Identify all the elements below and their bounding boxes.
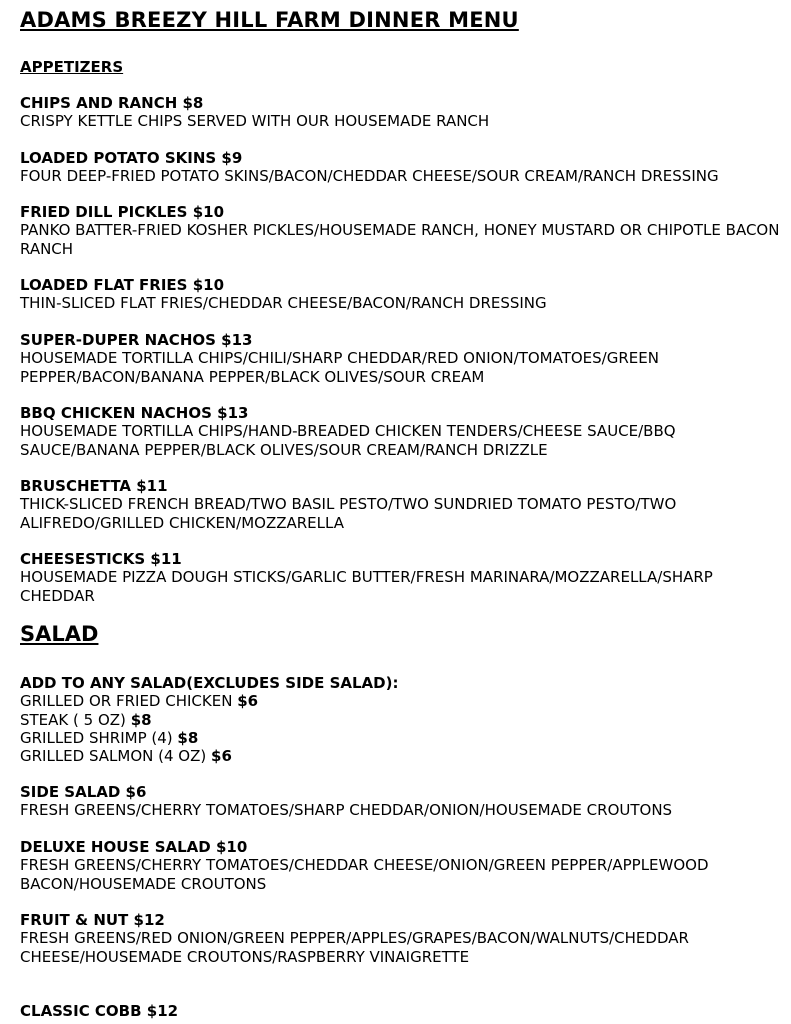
item-description: HOUSEMADE TORTILLA CHIPS/HAND-BREADED CHICKEN TENDERS/CHEESE SAUCE/BBQ SAUCE/BANANA PEPPER/BLACK OLIVES/SOUR CREAM/RANCH DRIZZLE xyxy=(20,422,676,459)
item-name: BRUSCHETTA $11 xyxy=(20,477,168,495)
item-name: DELUXE HOUSE SALAD $10 xyxy=(20,838,248,856)
addon-label: STEAK ( 5 OZ) xyxy=(20,710,126,729)
addon-option xyxy=(20,747,780,765)
menu-item-classic-cobb xyxy=(20,1002,780,1020)
item-name: SUPER-DUPER NACHOS $13 xyxy=(20,331,253,349)
addon-price: $6 xyxy=(237,692,259,711)
addon-option xyxy=(20,692,780,710)
salad-addons xyxy=(20,674,780,765)
menu-title: ADAMS BREEZY HILL FARM DINNER MENU xyxy=(20,8,519,32)
item-description: PANKO BATTER-FRIED KOSHER PICKLES/HOUSEMADE RANCH, HONEY MUSTARD OR CHIPOTLE BACON RANCH xyxy=(20,221,780,258)
addon-price: $6 xyxy=(211,747,232,766)
addon-price: $8 xyxy=(130,710,152,729)
item-name: CHIPS AND RANCH $8 xyxy=(20,94,204,112)
addon-label: GRILLED OR FRIED CHICKEN xyxy=(20,692,233,711)
addons-heading: ADD TO ANY SALAD(EXCLUDES SIDE SALAD): xyxy=(20,674,399,692)
addon-price: $8 xyxy=(177,728,199,747)
item-description: FRESH GREENS/RED ONION/GREEN PEPPER/APPLES/GRAPES/BACON/WALNUTS/CHEDDAR CHEESE/HOUSEMADE CROUTONS/RASPBERRY VINAIGRETTE xyxy=(20,929,689,966)
item-name: LOADED FLAT FRIES $10 xyxy=(20,276,225,294)
menu-item-fried-dill-pickles xyxy=(20,203,780,258)
item-description: CRISPY KETTLE CHIPS SERVED WITH OUR HOUSEMADE RANCH xyxy=(20,112,490,131)
item-name: SIDE SALAD $6 xyxy=(20,783,147,801)
menu-item-cheesesticks xyxy=(20,550,780,605)
item-name: LOADED POTATO SKINS $9 xyxy=(20,149,243,167)
addon-label: GRILLED SALMON (4 OZ) xyxy=(20,747,207,766)
menu-item-chips-and-ranch xyxy=(20,94,780,131)
salad-heading: SALAD xyxy=(20,622,99,646)
menu-item-loaded-potato-skins xyxy=(20,149,780,186)
menu-item-super-duper-nachos xyxy=(20,331,780,386)
appetizers-heading: APPETIZERS xyxy=(20,58,124,76)
item-name: CLASSIC COBB $12 xyxy=(20,1002,179,1020)
item-name: FRUIT & NUT $12 xyxy=(20,911,165,929)
addon-option xyxy=(20,711,780,729)
item-description: FOUR DEEP-FRIED POTATO SKINS/BACON/CHEDDAR CHEESE/SOUR CREAM/RANCH DRESSING xyxy=(20,167,719,186)
item-description: HOUSEMADE PIZZA DOUGH STICKS/GARLIC BUTTER/FRESH MARINARA/MOZZARELLA/SHARP CHEDDAR xyxy=(20,568,713,605)
item-description: THIN-SLICED FLAT FRIES/CHEDDAR CHEESE/BACON/RANCH DRESSING xyxy=(20,294,547,313)
item-description: HOUSEMADE TORTILLA CHIPS/CHILI/SHARP CHEDDAR/RED ONION/TOMATOES/GREEN PEPPER/BACON/BANANA PEPPER/BLACK OLIVES/SOUR CREAM xyxy=(20,349,659,386)
addon-label: GRILLED SHRIMP (4) xyxy=(20,728,173,747)
menu-item-loaded-flat-fries xyxy=(20,276,780,313)
menu-item-side-salad xyxy=(20,783,780,820)
menu-item-bruschetta xyxy=(20,477,780,532)
item-name: BBQ CHICKEN NACHOS $13 xyxy=(20,404,249,422)
item-name: CHEESESTICKS $11 xyxy=(20,550,182,568)
item-description: FRESH GREENS/CHERRY TOMATOES/CHEDDAR CHEESE/ONION/GREEN PEPPER/APPLEWOOD BACON/HOUSEMADE CROUTONS xyxy=(20,856,709,893)
item-description: THICK-SLICED FRENCH BREAD/TWO BASIL PESTO/TWO SUNDRIED TOMATO PESTO/TWO ALIFREDO/GRILLED CHICKEN/MOZZARELLA xyxy=(20,495,677,532)
menu-item-fruit-and-nut xyxy=(20,911,780,966)
item-name: FRIED DILL PICKLES $10 xyxy=(20,203,225,221)
addon-option xyxy=(20,729,780,747)
item-description: FRESH GREENS/CHERRY TOMATOES/SHARP CHEDDAR/ONION/HOUSEMADE CROUTONS xyxy=(20,801,673,820)
menu-item-bbq-chicken-nachos xyxy=(20,404,780,459)
menu-item-deluxe-house-salad xyxy=(20,838,780,893)
